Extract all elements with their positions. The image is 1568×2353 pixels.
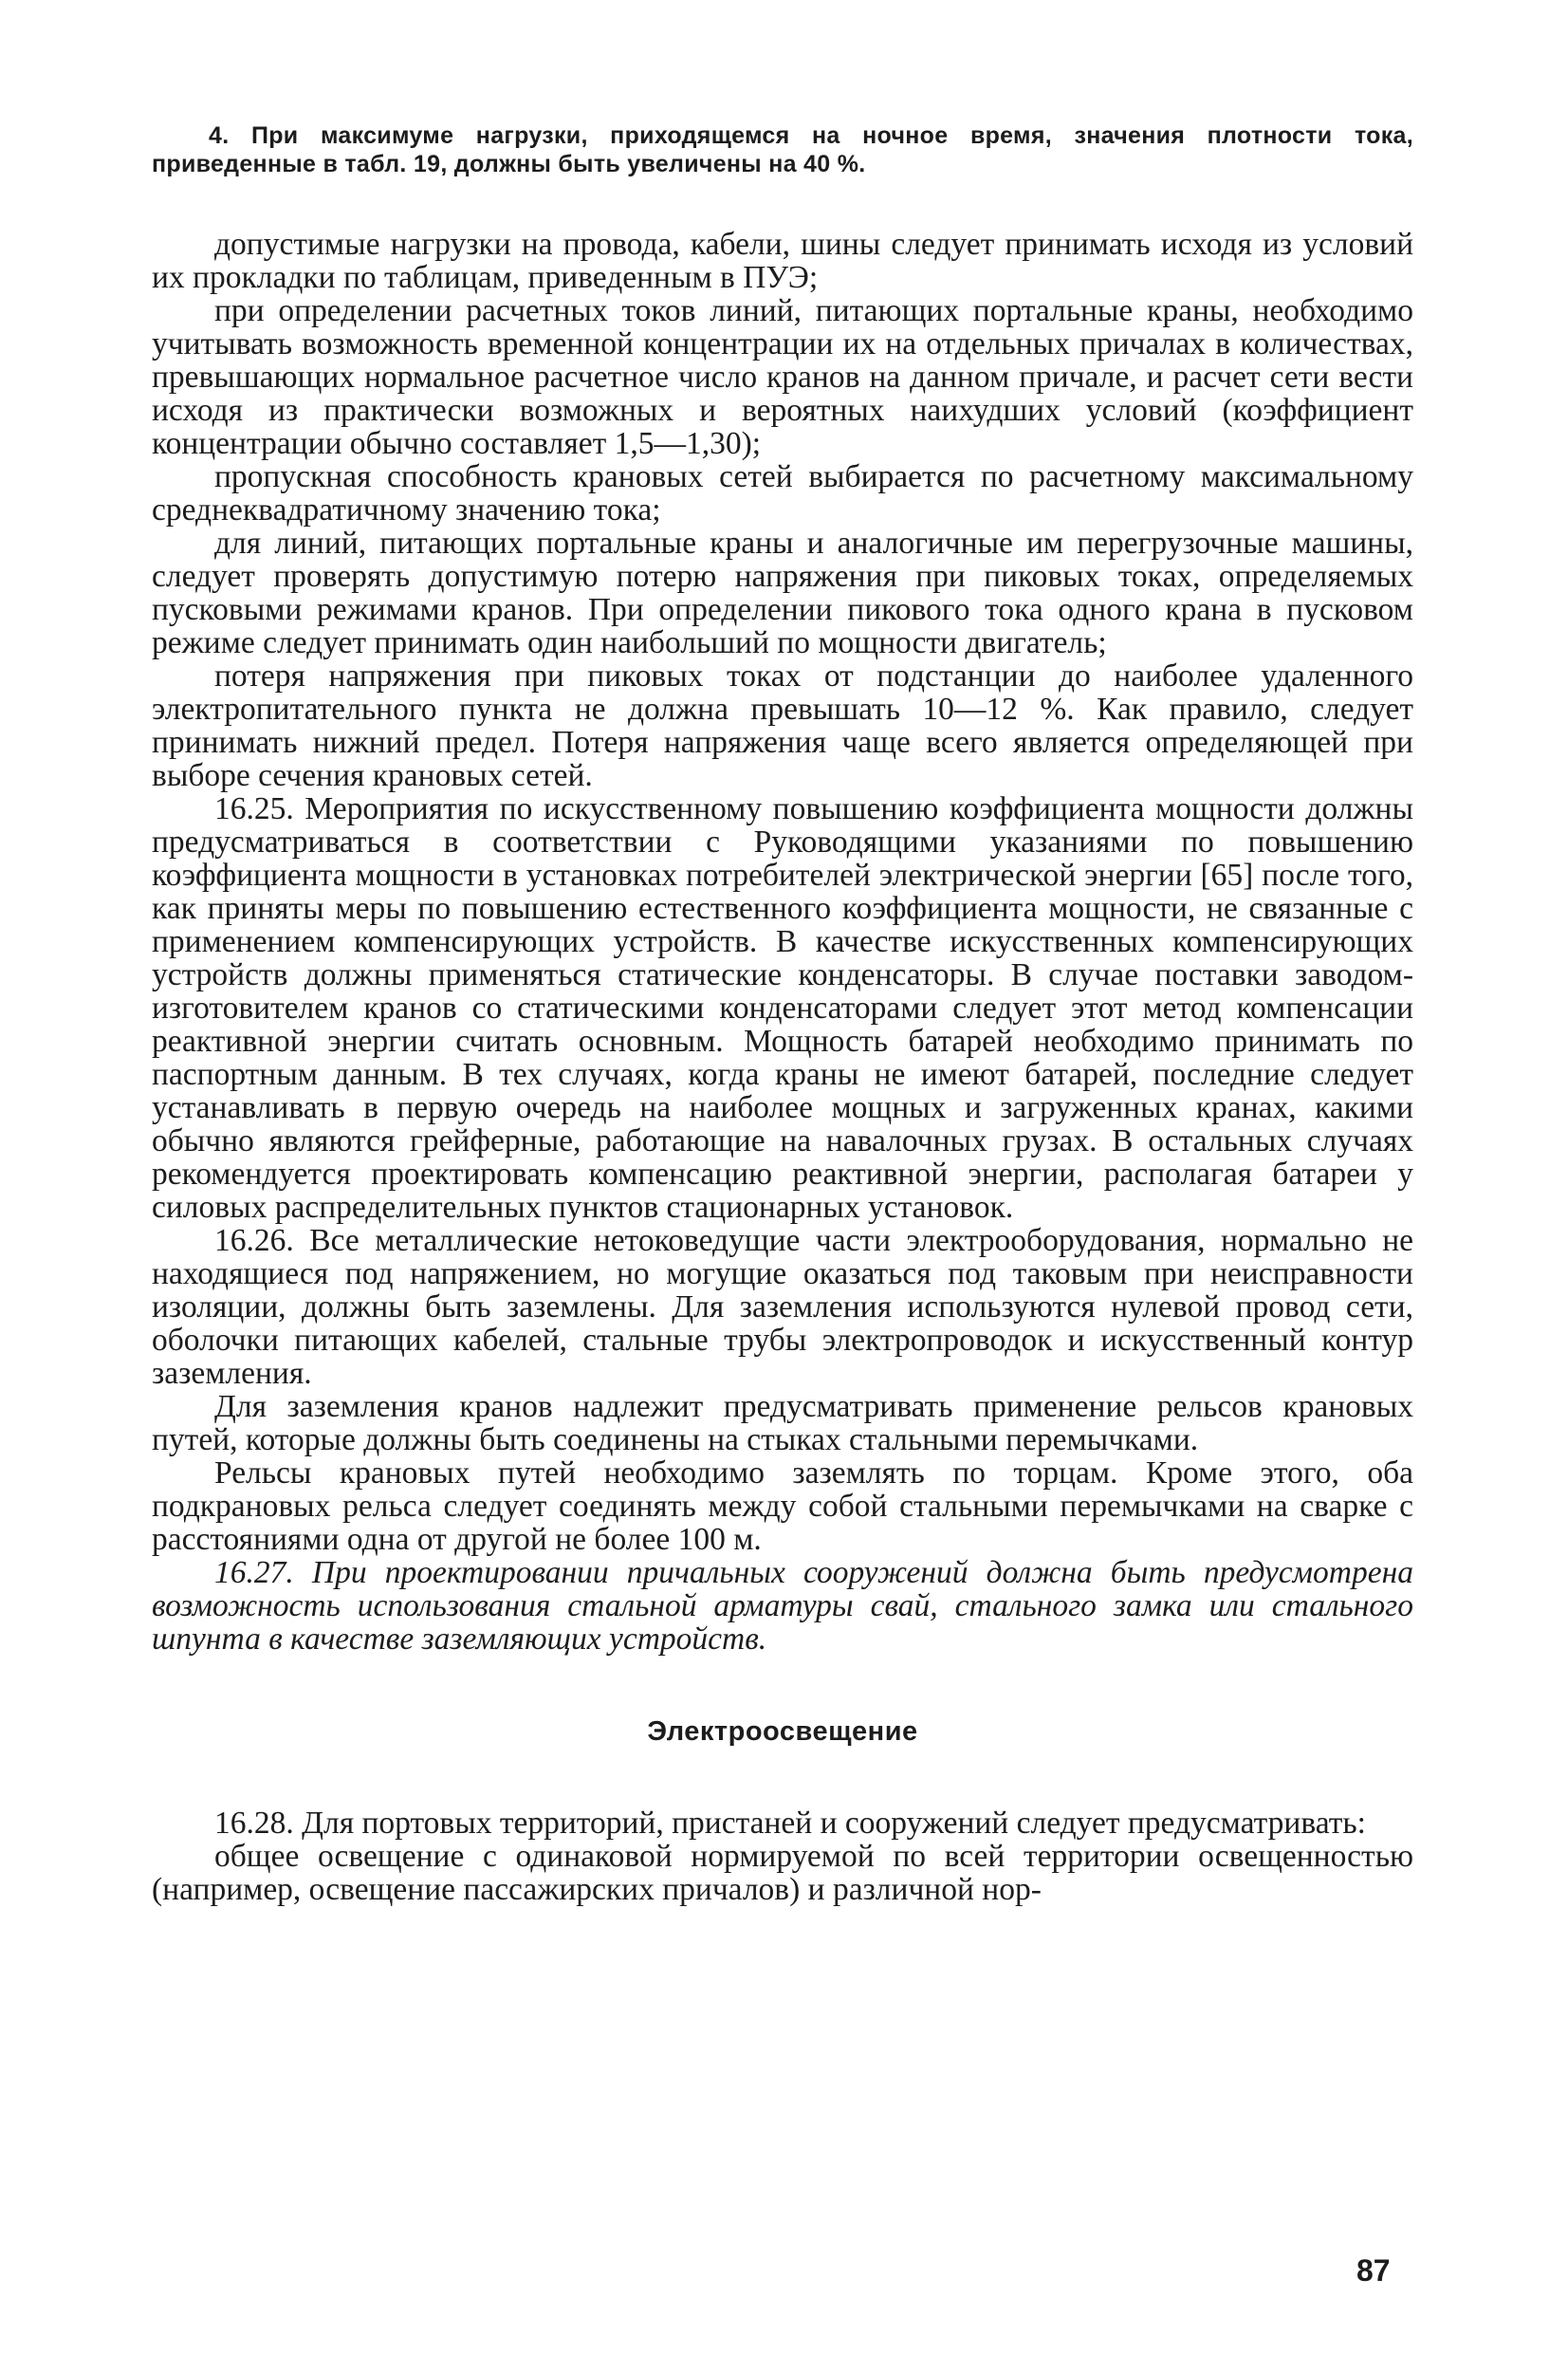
lighting-text	[152, 1806, 1413, 1906]
page-number: 87	[1356, 2253, 1391, 2288]
paragraph-16-28-lighting: 16.28. Для портовых территорий, пристаней и сооружений следует предусматривать:	[214, 1806, 1366, 1841]
paragraph-16-27-berth-grounding: 16.27. При проектировании причальных сооружений должна быть предусмотрена возможность использования стальной арматуры свай, стального замка или стального шпунта в качестве заземляющих устройств.	[152, 1555, 1413, 1657]
paragraph-pue-loads: допустимые нагрузки на провода, кабели, шины следует принимать исходя из условий их прокладки по таблицам, приведенным в ПУЭ;	[152, 227, 1413, 295]
paragraph-crane-grounding-rails: Для заземления кранов надлежит предусматривать применение рельсов крановых путей, которые должны быть соединены на стыках стальными перемычками.	[152, 1389, 1413, 1457]
paragraph-general-lighting: общее освещение с одинаковой нормируемой по всей территории освещенностью (например, освещение пассажирских причалов) и различной нор-	[152, 1839, 1413, 1907]
paragraph-rail-end-grounding: Рельсы крановых путей необходимо заземлять по торцам. Кроме этого, оба подкрановых рельса следует соединять между собой стальными перемычками на сварке с расстояниями одна от другой не более 100 м.	[152, 1455, 1413, 1557]
page-content	[152, 121, 1413, 1906]
paragraph-portal-crane-currents: при определении расчетных токов линий, питающих портальные краны, необходимо учитывать возможность временной концентрации их на отдельных причалах в количествах, превышающих нормальное расчетное число кранов на данном причале, и расчет сети вести исходя из практически возможных и вероятных наихудших условий (коэффициент концентрации обычно составляет 1,5—1,30);	[152, 293, 1413, 461]
paragraph-16-26-grounding: 16.26. Все металлические нетоковедущие части электрооборудования, нормально не находящиеся под напряжением, но могущие оказаться под таковым при неисправности изоляции, должны быть заземлены. Для заземления используются нулевой провод сети, оболочки питающих кабелей, стальные трубы электропроводок и искусственный контур заземления.	[152, 1223, 1413, 1391]
paragraph-16-25-power-factor: 16.25. Мероприятия по искусственному повышению коэффициента мощности должны предусматриваться в соответствии с Руководящими указаниями по повышению коэффициента мощности в установках потребителей электрической энергии [65] после того, как приняты меры по повышению естественного коэффициента мощности, не связанные с применением компенсирующих устройств. В качестве искусственных компенсирующих устройств должны применяться статические конденсаторы. В случае поставки заводом-изготовителем кранов со статическими конденсаторами следует этот метод компенсации реактивной энергии считать основным. Мощность батарей необходимо принимать по паспортным данным. В тех случаях, когда краны не имеют батарей, последние следует устанавливать в первую очередь на наиболее мощных и загруженных кранах, какими обычно являются грейферные, работающие на навалочных грузах. В остальных случаях рекомендуется проектировать компенсацию реактивной энергии, располагая батареи у силовых распределительных пунктов стационарных установок.	[152, 791, 1413, 1225]
section-heading-lighting: Электроосвещение	[647, 1716, 918, 1747]
paragraph-peak-current-voltage-loss: для линий, питающих портальные краны и аналогичные им перегрузочные машины, следует проверять допустимую потерю напряжения при пиковых токах, определяемых пусковыми режимами кранов. При определении пикового тока одного крана в пусковом режиме следует принимать один наибольший по мощности двигатель;	[152, 526, 1413, 660]
main-text	[152, 228, 1413, 1656]
table-footnote: 4. При максимуме нагрузки, приходящемся на ночное время, значения плотности тока, приведенные в табл. 19, должны быть увеличены на 40 %.	[152, 122, 1413, 177]
paragraph-crane-network-capacity: пропускная способность крановых сетей выбирается по расчетному максимальному среднеквадратичному значению тока;	[152, 459, 1413, 528]
paragraph-voltage-loss-limit: потеря напряжения при пиковых токах от подстанции до наиболее удаленного электропитательного пункта не должна превышать 10—12 %. Как правило, следует принимать нижний предел. Потеря напряжения чаще всего является определяющей при выборе сечения крановых сетей.	[152, 658, 1413, 793]
